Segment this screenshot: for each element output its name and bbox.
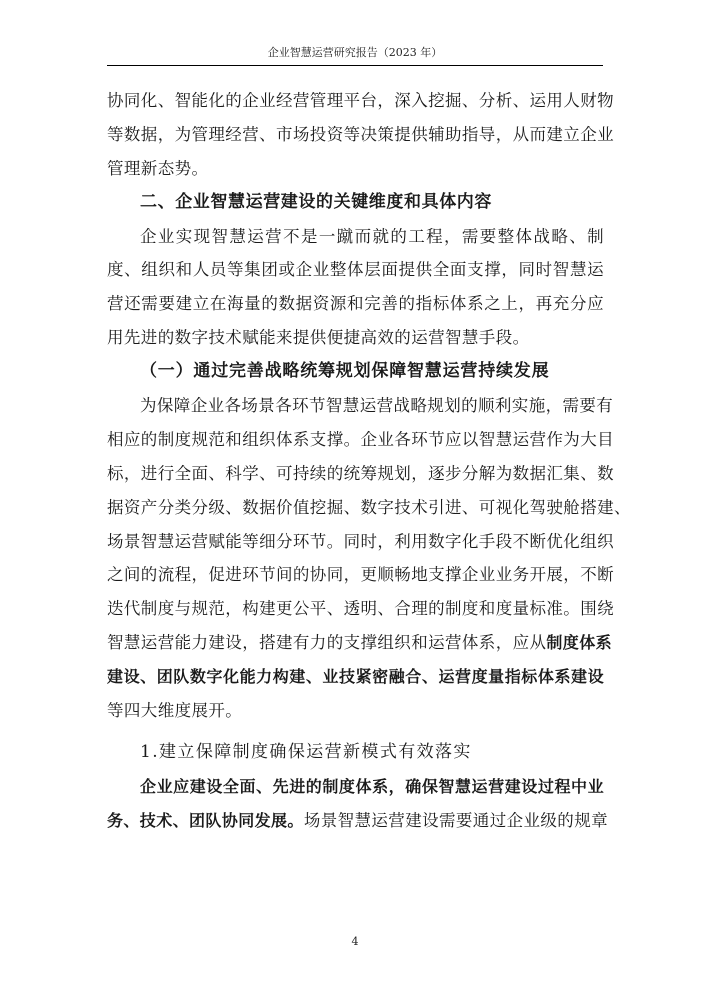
subsection-heading: （一）通过完善战略统筹规划保障智慧运营持续发展 [140,361,550,382]
paragraph-line: 等四大维度展开。 [107,701,243,721]
paragraph-line: 为保障企业各场景各环节智慧运营战略规划的顺利实施，需要有 [140,396,614,416]
paragraph-line: 企业实现智慧运营不是一蹴而就的工程，需要整体战略、制 [140,226,604,246]
paragraph-line [107,804,609,838]
page-number: 4 [351,935,359,948]
running-header: 企业智慧运营研究报告（2023 年） [267,46,443,59]
emphasis-line: 建设、团队数字化能力构建、业技紧密融合、运营度量指标体系建设 [107,667,604,687]
paragraph-line: 营还需要建立在海量的数据资源和完善的指标体系之上，再充分应 [107,294,604,314]
emphasis-text: 制度体系 [546,633,613,653]
header-divider [107,65,603,66]
paragraph-text: 场景智慧运营建设需要通过企业级的规章 [303,810,609,830]
paragraph-line [107,626,613,660]
paragraph-text: 智慧运营能力建设，搭建有力的支撑组织和运营体系，应从 [107,633,547,653]
paragraph-line: 迭代制度与规范，构建更公平、透明、合理的制度和度量标准。围绕 [107,599,614,619]
paragraph-line: 度、组织和人员等集团或企业整体层面提供全面支撑，同时智慧运 [107,260,604,280]
section-heading: 二、企业智慧运营建设的关键维度和具体内容 [140,191,492,212]
page-body [107,84,631,838]
subsubsection-heading: 1.建立保障制度确保运营新模式有效落实 [140,741,472,762]
emphasis-line: 企业应建设全面、先进的制度体系，确保智慧运营建设过程中业 [140,776,604,796]
paragraph-line: 标，进行全面、科学、可持续的统筹规划，逐步分解为数据汇集、数 [107,463,614,483]
paragraph-line: 用先进的数字技术赋能来提供便捷高效的运营智慧手段。 [107,328,530,348]
paragraph-line: 之间的流程，促进环节间的协同，更顺畅地支撑企业业务开展，不断 [107,565,614,585]
paragraph-line: 等数据，为管理经营、市场投资等决策提供辅助指导，从而建立企业 [107,124,614,144]
paragraph-line: 场景智慧运营赋能等细分环节。同时，利用数字化手段不断优化组织 [107,531,614,551]
paragraph-line: 相应的制度规范和组织体系支撑。企业各环节应以智慧运营作为大目 [107,429,614,449]
paragraph-line: 协同化、智能化的企业经营管理平台，深入挖掘、分析、运用人财物 [107,91,614,110]
paragraph-line: 管理新态势。 [107,158,209,178]
emphasis-text: 务、技术、团队协同发展。 [107,810,304,830]
paragraph-line: 据资产分类分级、数据价值挖掘、数字技术引进、可视化驾驶舱搭建、 [107,497,631,517]
